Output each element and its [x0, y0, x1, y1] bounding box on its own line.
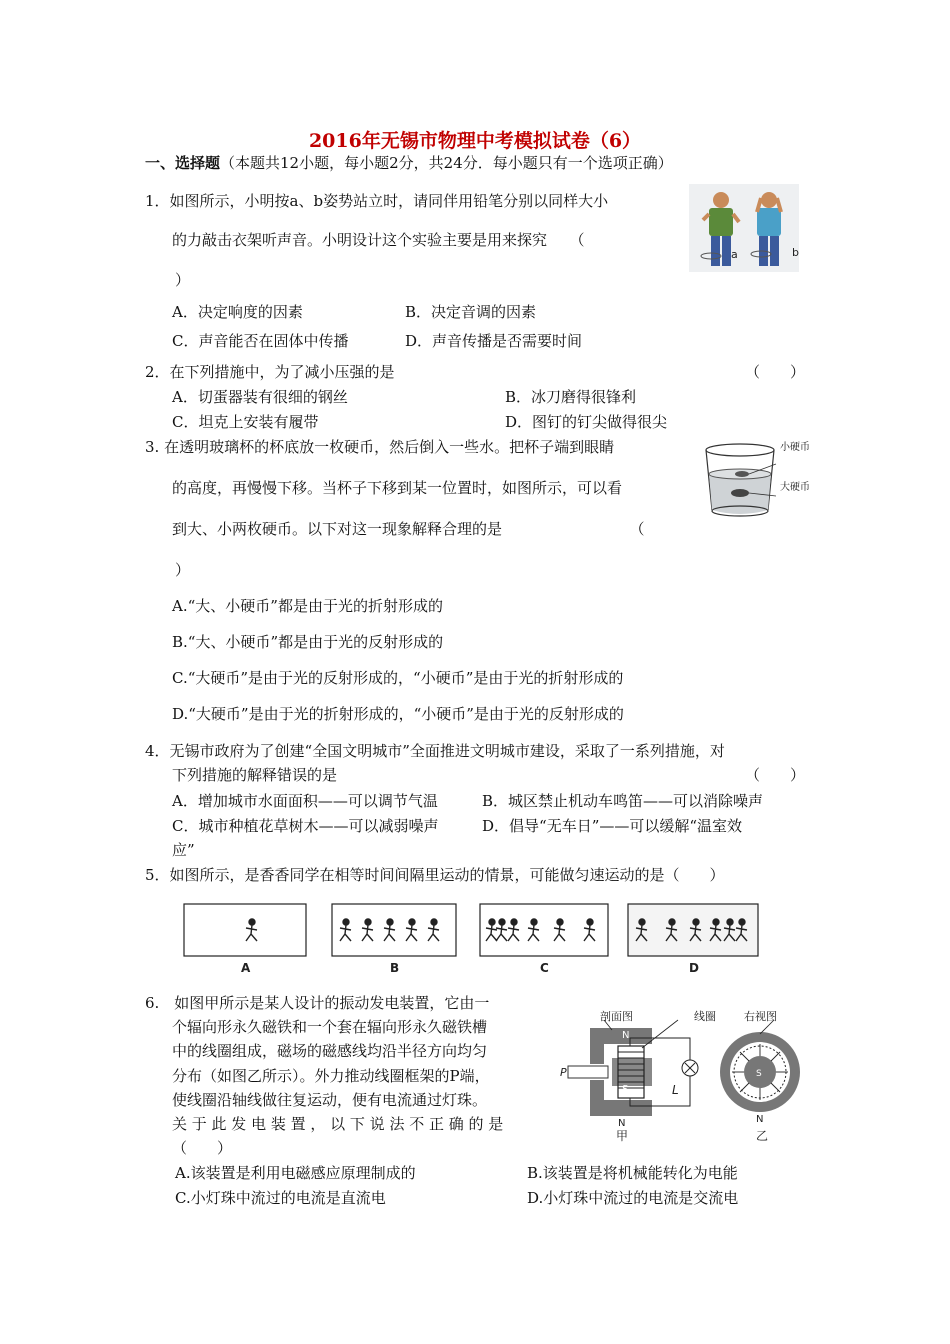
q5-panel-label: C [540, 961, 549, 975]
q5-panel-label: D [689, 961, 699, 975]
q3-option-c: C.“大硬币”是由于光的反射形成的，“小硬币”是由于光的折射形成的 [172, 669, 624, 687]
q5-panel-label: B [390, 961, 400, 975]
q4-line1: 4．无锡市政府为了创建“全国文明城市”全面推进文明城市建设，采取了一系列措施，对 [145, 742, 725, 760]
q4-option-c: C．城市种植花草树木——可以减弱噪声 [172, 817, 439, 835]
q6-fig-p: P [560, 1066, 567, 1079]
q1-option-b: B．决定音调的因素 [405, 303, 537, 321]
q6-fig-s-left: S [622, 1084, 629, 1095]
q6-line7: （ ） [172, 1139, 233, 1157]
q3-fig-label-big-text: 大硬币 [780, 482, 810, 493]
q5-panel-d [628, 904, 758, 956]
q6-fig-l: L [672, 1083, 679, 1097]
q6-option-b: B.该装置是将机械能转化为电能 [527, 1164, 738, 1182]
q2-paren: （ ） [745, 363, 806, 381]
q5-figure [182, 900, 762, 976]
q3-line1: 3. 在透明玻璃杯的杯底放一枚硬币，然后倒入一些水。把杯子端到眼睛 [145, 438, 615, 456]
big-coin [731, 489, 749, 497]
q4-option-d-cont: 应” [172, 841, 195, 859]
q3-line2: 的高度，再慢慢下移。当杯子下移到某一位置时，如图所示，可以看 [172, 479, 623, 497]
q3-line4: ） [175, 561, 191, 579]
q1-fig-label-b: b [792, 246, 799, 259]
q3-line3: 到大、小两枚硬币。以下对这一现象解释合理的是 （ [172, 520, 645, 538]
q6-option-a: A.该装置是利用电磁感应原理制成的 [175, 1164, 416, 1182]
q6-line2: 个辐向形永久磁铁和一个套在辐向形永久磁铁槽 [172, 1018, 488, 1036]
q6-line4: 分布（如图乙所示）。外力推动线圈框架的P端， [172, 1067, 490, 1085]
glass-cup-illustration [706, 444, 776, 516]
q6-fig-s-right: S [756, 1069, 762, 1079]
page-title: 2016年无锡市物理中考模拟试卷（6） [308, 130, 642, 152]
q3-option-b: B.“大、小硬币”都是由于光的反射形成的 [172, 633, 444, 651]
q5-panel-label: A [241, 961, 251, 975]
q6-option-d: D.小灯珠中流过的电流是交流电 [527, 1189, 739, 1207]
q6-line6: 关 于 此 发 电 装 置 ， 以 下 说 法 不 正 确 的 是 [172, 1115, 504, 1133]
q6-line3: 中的线圈组成，磁场的磁感线均沿半径方向均匀 [172, 1042, 488, 1060]
q2-option-d: D．图钉的钉尖做得很尖 [505, 413, 668, 431]
magnet-right-view [720, 1020, 800, 1112]
q4-option-a: A．增加城市水面面积——可以调节气温 [172, 792, 438, 810]
q3-option-a: A.“大、小硬币”都是由于光的折射形成的 [172, 597, 443, 615]
q1-line3: ） [175, 271, 191, 289]
q6-fig-n-right: N [756, 1114, 764, 1125]
q4-option-b: B．城区禁止机动车鸣笛——可以消除噪声 [482, 792, 764, 810]
q2-option-a: A．切蛋器装有很细的钢丝 [172, 388, 348, 406]
section-label: 一、选择题 [145, 154, 221, 172]
q3-fig-label-small [780, 440, 810, 453]
q1-figure [689, 184, 799, 272]
push-rod [568, 1066, 608, 1078]
q1-line1: 1．如图所示，小明按a、b姿势站立时，请同伴用铅笔分别以同样大小 [145, 192, 609, 210]
q5-panels [184, 904, 758, 975]
q2-line1: 2．在下列措施中，为了减小压强的是 [145, 363, 395, 381]
q6-fig-n-top: N [622, 1030, 630, 1041]
q6-line5: 使线圈沿轴线做往复运动，便有电流通过灯珠。 [172, 1091, 488, 1109]
q1-option-d: D．声音传播是否需要时间 [405, 332, 583, 350]
q6-fig-n-bottom: N [618, 1118, 626, 1129]
q6-fig-yi: 乙 [756, 1129, 769, 1143]
q6-option-c: C.小灯珠中流过的电流是直流电 [175, 1189, 386, 1207]
section-note: （本题共12小题，每小题2分，共24分．每小题只有一个选项正确） [220, 154, 673, 172]
q6-line1: 6. 如图甲所示是某人设计的振动发电装置，它由一 [145, 994, 490, 1012]
q1-option-a: A．决定响度的因素 [172, 303, 303, 321]
q1-option-c: C．声音能否在固体中传播 [172, 332, 349, 350]
q1-fig-label-a: a [731, 248, 738, 261]
q3-option-d: D.“大硬币”是由于光的折射形成的，“小硬币”是由于光的反射形成的 [172, 705, 624, 723]
q1-line2: 的力敲击衣架听声音。小明设计这个实验主要是用来探究 （ [172, 231, 585, 249]
q6-fig-coil: 线圈 [694, 1010, 716, 1023]
q4-option-d: D．倡导“无车日”——可以缓解“温室效 [482, 817, 743, 835]
q2-option-c: C．坦克上安装有履带 [172, 413, 319, 431]
q4-line2: 下列措施的解释错误的是 [172, 766, 338, 784]
q6-figure [560, 1008, 800, 1143]
q3-figure [700, 438, 810, 526]
section-heading [145, 152, 673, 173]
q6-fig-jia: 甲 [616, 1129, 629, 1143]
q3-fig-label-small-text: 小硬币 [780, 442, 810, 453]
q6-fig-section-view: 剖面图 [600, 1010, 633, 1023]
q5-panel-a [184, 904, 306, 956]
magnet-cross-section [568, 1020, 698, 1116]
q2-option-b: B．冰刀磨得很锋利 [505, 388, 637, 406]
q6-fig-right-view: 右视图 [744, 1010, 777, 1023]
small-coin [735, 471, 749, 477]
q3-fig-label-big [780, 480, 810, 493]
q5-line1: 5．如图所示，是香香同学在相等时间间隔里运动的情景，可能做匀速运动的是（ ） [145, 866, 725, 884]
q4-paren: （ ） [745, 766, 806, 784]
